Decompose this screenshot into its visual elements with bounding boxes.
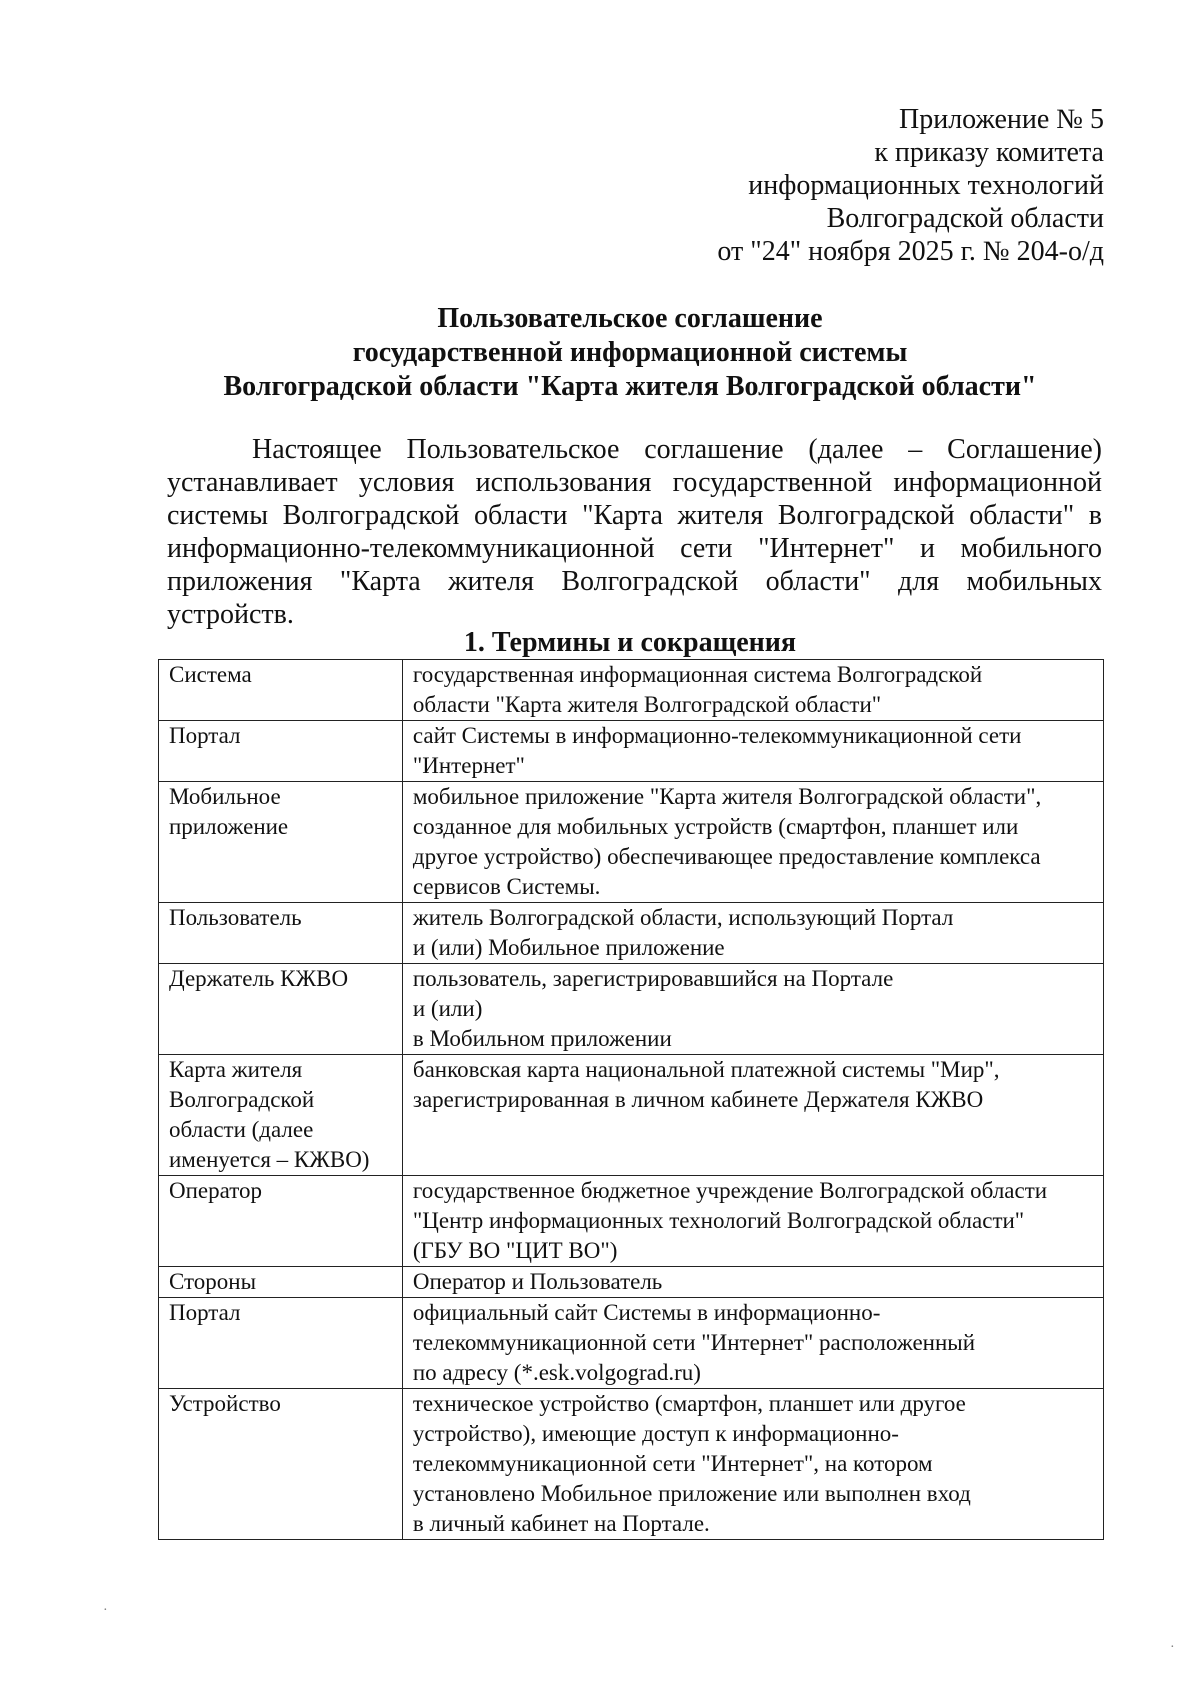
term-text: Волгоградской — [169, 1087, 315, 1112]
definition-cell — [402, 660, 1103, 721]
definition-text: созданное для мобильных устройств (смартфон, планшет или — [412, 814, 1019, 839]
definition-text: пользователь, зарегистрировавшийся на Портале — [412, 966, 894, 991]
definition-text: (ГБУ ВО "ЦИТ ВО") — [412, 1238, 618, 1263]
term-text: Стороны — [169, 1269, 257, 1294]
definition-text: установлено Мобильное приложение или выполнен вход — [412, 1481, 971, 1506]
definition-text: по адресу (*.esk.volgograd.ru) — [412, 1360, 701, 1385]
term-text: Мобильное — [169, 784, 281, 809]
table-row — [159, 964, 1104, 1055]
term-text: именуется – КЖВО) — [169, 1147, 370, 1172]
table-row — [159, 660, 1104, 721]
terms-table — [158, 659, 1104, 1540]
table-row — [159, 1298, 1104, 1389]
scan-speck: · — [103, 1603, 108, 1618]
table-row — [159, 1176, 1104, 1267]
definition-text: сайт Системы в информационно-телекоммуникационной сети — [412, 723, 1022, 748]
table-row — [159, 903, 1104, 964]
term-text: Система — [169, 662, 252, 687]
definition-text: "Центр информационных технологий Волгоградской области" — [412, 1208, 1025, 1233]
table-row — [159, 1055, 1104, 1176]
appendix-line: Приложение № 5 — [899, 104, 1104, 135]
term-cell — [159, 721, 403, 782]
definition-text: официальный сайт Системы в информационно- — [412, 1300, 881, 1325]
term-cell — [159, 1176, 403, 1267]
definition-text: мобильное приложение "Карта жителя Волгоградской области", — [412, 784, 1042, 809]
term-cell — [159, 903, 403, 964]
terms-table-body — [159, 660, 1104, 1540]
definition-text: области "Карта жителя Волгоградской области" — [412, 692, 882, 717]
appendix-line: от "24" ноября 2025 г. № 204-о/д — [717, 236, 1104, 267]
definition-text: "Интернет" — [412, 753, 525, 778]
definition-cell — [402, 964, 1103, 1055]
definition-cell — [402, 1298, 1103, 1389]
term-cell — [159, 1055, 403, 1176]
definition-cell — [402, 1176, 1103, 1267]
definition-text: сервисов Системы. — [412, 874, 601, 899]
definition-text: житель Волгоградской области, использующий Портал — [412, 905, 954, 930]
term-text: Пользователь — [169, 905, 302, 930]
document-title — [160, 302, 1100, 404]
table-row — [159, 1389, 1104, 1540]
term-cell — [159, 964, 403, 1055]
appendix-line: к приказу комитета — [874, 137, 1104, 168]
definition-cell — [402, 782, 1103, 903]
definition-text: и (или) Мобильное приложение — [412, 935, 725, 960]
term-cell — [159, 1267, 403, 1298]
definition-text: зарегистрированная в личном кабинете Держателя КЖВО — [412, 1087, 984, 1112]
term-text: области (далее — [169, 1117, 314, 1142]
definition-text: в личный кабинет на Портале. — [412, 1511, 710, 1536]
definition-text: устройство), имеющие доступ к информационно- — [412, 1421, 899, 1446]
definition-text: государственная информационная система Волгоградской — [412, 662, 983, 687]
definition-text: Оператор и Пользователь — [412, 1269, 663, 1294]
title-line: Волгоградской области "Карта жителя Волгоградской области" — [223, 371, 1037, 402]
definition-cell — [402, 1267, 1103, 1298]
scan-speck: · — [1170, 1640, 1175, 1655]
term-text: Устройство — [169, 1391, 281, 1416]
term-text: Портал — [169, 1300, 241, 1325]
appendix-line: информационных технологий — [748, 170, 1104, 201]
table-row — [159, 721, 1104, 782]
definition-cell — [402, 1389, 1103, 1540]
section-heading: 1. Термины и сокращения — [463, 627, 797, 658]
definition-cell — [402, 903, 1103, 964]
title-line: государственной информационной системы — [352, 337, 908, 368]
definition-text: в Мобильном приложении — [412, 1026, 672, 1051]
term-text: Оператор — [169, 1178, 262, 1203]
definition-text: телекоммуникационной сети "Интернет", на котором — [412, 1451, 933, 1476]
term-text: приложение — [169, 814, 289, 839]
definition-text: и (или) — [412, 996, 483, 1021]
term-cell — [159, 782, 403, 903]
definition-text: другое устройство) обеспечивающее предоставление комплекса — [412, 844, 1041, 869]
term-text: Портал — [169, 723, 241, 748]
table-row — [159, 782, 1104, 903]
definition-cell — [402, 1055, 1103, 1176]
definition-text: банковская карта национальной платежной системы "Мир", — [412, 1057, 1000, 1082]
definition-text: техническое устройство (смартфон, планшет или другое — [412, 1391, 966, 1416]
title-line: Пользовательское соглашение — [437, 303, 823, 334]
definition-cell — [402, 721, 1103, 782]
term-text: Держатель КЖВО — [169, 966, 349, 991]
term-cell — [159, 660, 403, 721]
term-text: Карта жителя — [169, 1057, 303, 1082]
appendix-line: Волгоградской области — [826, 203, 1104, 234]
term-cell — [159, 1298, 403, 1389]
definition-text: телекоммуникационной сети "Интернет" расположенный — [412, 1330, 976, 1355]
term-cell — [159, 1389, 403, 1540]
definition-text: государственное бюджетное учреждение Волгоградской области — [412, 1178, 1048, 1203]
table-row — [159, 1267, 1104, 1298]
intro-paragraph: Настоящее Пользовательское соглашение (далее – Соглашение) устанавливает условия использования государственной информационной системы Волгоградской области "Карта жителя Волгоградской области" в информационно-телекоммуникационной сети "Интернет" и мобильного приложения "Карта жителя Волгоградской области" для мобильных устройств. — [167, 434, 1102, 630]
appendix-header — [717, 103, 1104, 268]
